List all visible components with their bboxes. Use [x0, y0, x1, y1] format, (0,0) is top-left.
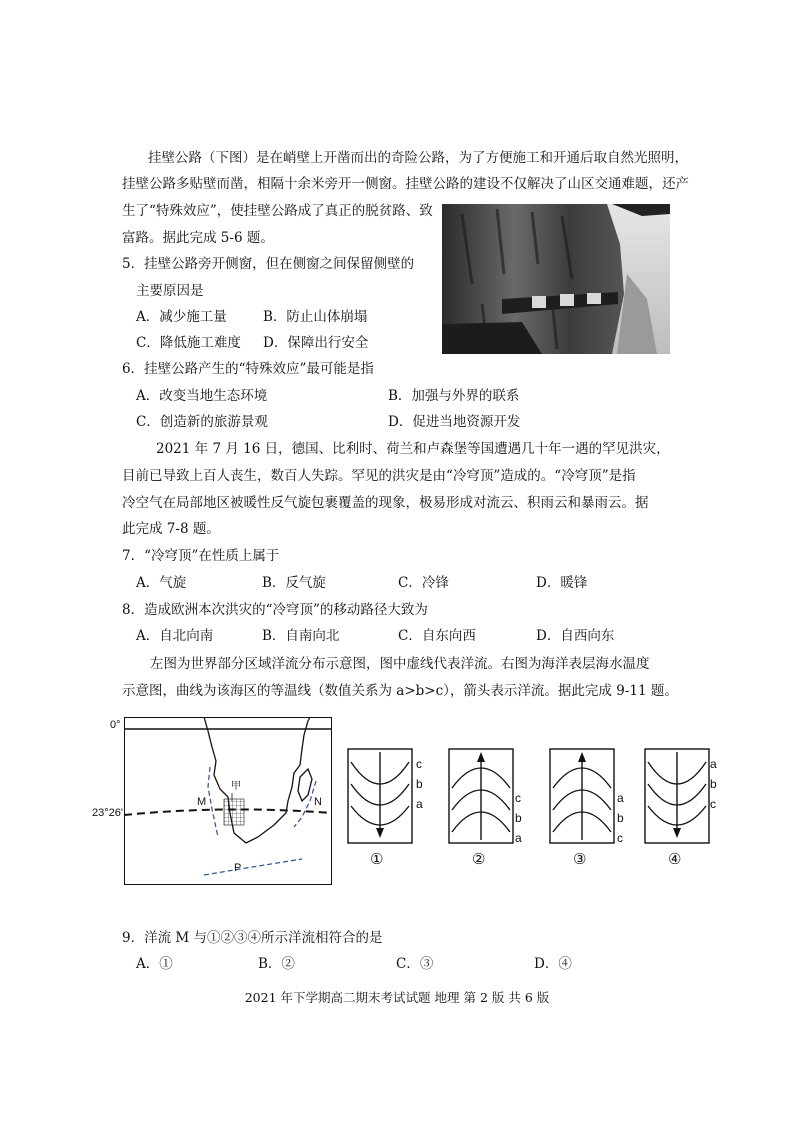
panel4-label: a: [710, 757, 717, 771]
q5-stem-line2: 主要原因是: [136, 283, 204, 299]
q8-option-a[interactable]: A．自北向南: [136, 628, 214, 644]
panel1-label: b: [416, 777, 423, 791]
q6-stem: 6．挂壁公路产生的“特殊效应”最可能是指: [122, 361, 374, 377]
q9-option-c[interactable]: C．③: [396, 956, 434, 972]
q9-option-d[interactable]: D．④: [534, 956, 572, 972]
panel2-label: b: [515, 811, 522, 825]
q9-option-a[interactable]: A．①: [136, 956, 173, 972]
q8-option-d[interactable]: D．自西向东: [536, 628, 615, 644]
intro3-line1: 左图为世界部分区域洋流分布示意图，图中虚线代表洋流。右图为海洋表层海水温度: [150, 656, 650, 672]
isotherm-panel-1: [347, 748, 413, 848]
panel4-labels: [710, 754, 717, 814]
q9-option-b[interactable]: B．②: [258, 956, 295, 972]
panel3-labels: [617, 788, 624, 848]
panel2-number: ②: [472, 850, 486, 868]
isotherm-panel-4: [644, 748, 710, 848]
q7-stem: 7．“冷穹顶”在性质上属于: [122, 548, 280, 564]
page-footer: 2021 年下学期高二期末考试试题 地理 第 2 版 共 6 版: [244, 990, 550, 1005]
q6-option-d[interactable]: D．促进当地资源开发: [388, 414, 521, 430]
intro1-line4: 富路。据此完成 5-6 题。: [122, 230, 274, 246]
cliff-road-photo: [442, 204, 670, 354]
panel1-number: ①: [370, 850, 384, 868]
panel3-label: b: [617, 811, 624, 825]
q8-stem: 8．造成欧洲本次洪灾的“冷穹顶”的移动路径大致为: [122, 602, 428, 618]
map-label-m: M: [197, 796, 207, 808]
q7-option-d[interactable]: D．暖锋: [536, 575, 588, 591]
q8-option-c[interactable]: C．自东向西: [398, 628, 476, 644]
map-lat-tropic: 23°26': [92, 807, 123, 819]
intro1-line2: 挂壁公路多贴壁而凿，相隔十余米旁开一侧窗。挂壁公路的建设不仅解决了山区交通难题，还产: [122, 176, 689, 192]
panel1-label: c: [416, 757, 422, 771]
map-lat-equator: 0°: [110, 719, 121, 731]
panel1-label: a: [416, 797, 423, 811]
panel3-number: ③: [573, 850, 587, 868]
panel3-label: a: [617, 791, 624, 805]
q5-option-d[interactable]: D．保障出行安全: [263, 335, 369, 351]
q8-option-b[interactable]: B．自南向北: [262, 628, 340, 644]
panel2-labels: [515, 788, 522, 848]
isotherm-panel-2: [448, 748, 514, 848]
intro1-line3: 生了“特殊效应”，使挂壁公路成了真正的脱贫路、致: [122, 203, 433, 219]
intro1-line1: 挂壁公路（下图）是在峭壁上开凿而出的奇险公路，为了方便施工和开通后取自然光照明，: [148, 150, 688, 166]
map-label-p: P: [234, 862, 242, 874]
panel1-labels: [416, 754, 423, 814]
q6-option-b[interactable]: B．加强与外界的联系: [388, 388, 520, 404]
panel2-label: c: [515, 791, 521, 805]
intro2-line4: 此完成 7-8 题。: [122, 521, 220, 537]
q7-option-c[interactable]: C．冷锋: [398, 575, 449, 591]
q5-option-c[interactable]: C．降低施工难度: [136, 335, 241, 351]
q6-option-c[interactable]: C．创造新的旅游景观: [136, 414, 268, 430]
panel2-label: a: [515, 831, 522, 845]
q5-option-b[interactable]: B．防止山体崩塌: [263, 309, 368, 325]
isotherm-panel-3: [549, 748, 615, 848]
panel4-label: c: [710, 797, 716, 811]
intro2-line3: 冷空气在局部地区被暖性反气旋包裹覆盖的现象，极易形成对流云、积雨云和暴雨云。据: [122, 495, 649, 511]
intro2-line1: 2021 年 7 月 16 日，德国、比利时、荷兰和卢森堡等国遭遇几十年一遇的罕见洪灾，: [156, 441, 670, 457]
map-label-n: N: [314, 796, 322, 808]
q5-stem-line1: 5．挂壁公路旁开侧窗，但在侧窗之间保留侧壁的: [122, 256, 415, 272]
q5-option-a[interactable]: A．减少施工量: [136, 309, 227, 325]
panel4-label: b: [710, 777, 717, 791]
intro2-line2: 目前已导致上百人丧生，数百人失踪。罕见的洪灾是由“冷穹顶”造成的。“冷穹顶”是指: [122, 468, 636, 484]
q7-option-a[interactable]: A．气旋: [136, 575, 187, 591]
panel3-label: c: [617, 831, 623, 845]
q9-stem: 9．洋流 M 与①②③④所示洋流相符合的是: [122, 930, 383, 946]
ocean-current-map: [92, 717, 332, 885]
map-label-jia: 甲: [231, 781, 241, 792]
intro3-line2: 示意图，曲线为该海区的等温线（数值关系为 a>b>c），箭头表示洋流。据此完成 9-11 题。: [122, 683, 678, 699]
q7-option-b[interactable]: B．反气旋: [262, 575, 326, 591]
q6-option-a[interactable]: A．改变当地生态环境: [136, 388, 268, 404]
panel4-number: ④: [668, 850, 682, 868]
